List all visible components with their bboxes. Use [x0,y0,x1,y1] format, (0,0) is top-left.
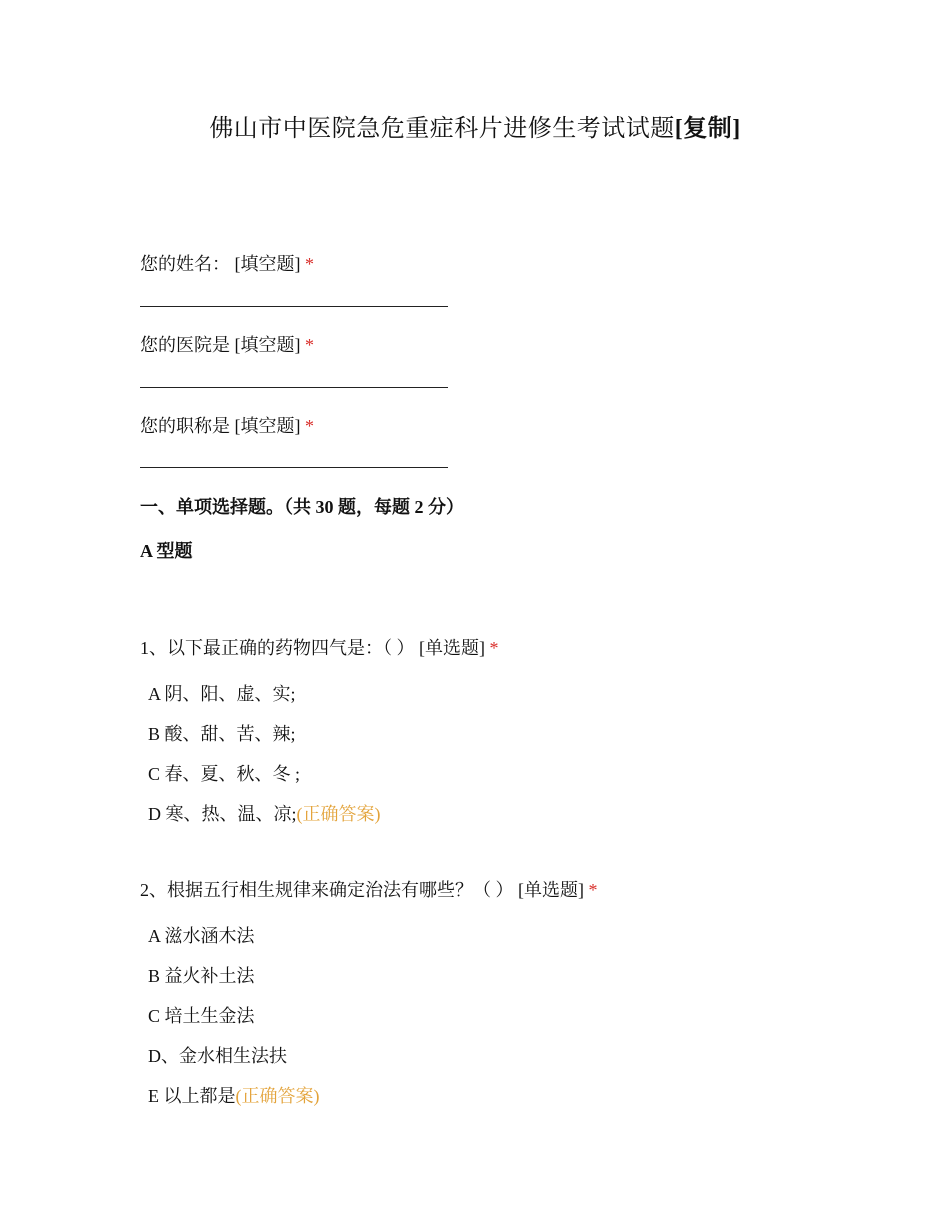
required-mark: * [489,638,499,658]
option-text: C 春、夏、秋、冬 ; [148,764,301,784]
section-heading: 一、单项选择题。（共 30 题，每题 2 分） [140,497,464,517]
q1-option-b[interactable] [148,722,296,746]
required-mark: * [588,880,598,900]
option-text: A 滋水涵木法 [148,926,255,946]
correct-answer-tag: (正确答案) [296,804,381,824]
question-stem: 1、以下最正确的药物四气是：（ ） [140,638,415,658]
q2-option-e[interactable] [148,1084,320,1108]
question-type: [填空题] [234,416,301,436]
option-text: B 酸、甜、苦、辣; [148,724,296,744]
answer-line-name[interactable] [140,306,448,307]
option-text: C 培土生金法 [148,1006,255,1026]
required-mark: * [305,416,314,436]
q2-option-b[interactable] [148,964,255,988]
option-text: B 益火补土法 [148,966,255,986]
q2-option-d[interactable] [148,1044,287,1068]
q2-option-a[interactable] [148,924,255,948]
fill-question-name [140,252,314,276]
fill-question-title [140,414,314,438]
document-title [0,108,950,143]
question-stem: 2、根据五行相生规律来确定治法有哪些？（ ） [140,880,514,900]
q1-option-c[interactable] [148,762,300,786]
question-label: 您的医院是 [140,335,230,355]
q1-option-a[interactable] [148,682,296,706]
q1-option-d[interactable] [148,802,381,826]
required-mark: * [305,254,314,274]
option-text: D、金水相生法扶 [148,1046,287,1066]
required-mark: * [305,335,314,355]
option-text: E 以上都是 [148,1086,236,1106]
question-type: [单选题] [419,638,485,658]
question-2 [140,878,598,902]
option-text: A 阴、阳、虚、实; [148,684,296,704]
correct-answer-tag: (正确答案) [235,1086,320,1106]
section-subheading: A 型题 [140,541,193,561]
title-suffix: [复制] [674,116,741,142]
q2-option-c[interactable] [148,1004,255,1028]
question-label: 您的姓名： [140,254,230,274]
question-type: [填空题] [234,335,301,355]
question-label: 您的职称是 [140,416,230,436]
question-1 [140,636,499,660]
option-text: D 寒、热、温、凉; [148,804,297,824]
answer-line-title[interactable] [140,467,448,468]
question-type: [单选题] [518,880,584,900]
question-type: [填空题] [234,254,301,274]
fill-question-hospital [140,333,314,357]
answer-line-hospital[interactable] [140,387,448,388]
title-main: 佛山市中医院急危重症科片进修生考试试题 [209,116,675,142]
